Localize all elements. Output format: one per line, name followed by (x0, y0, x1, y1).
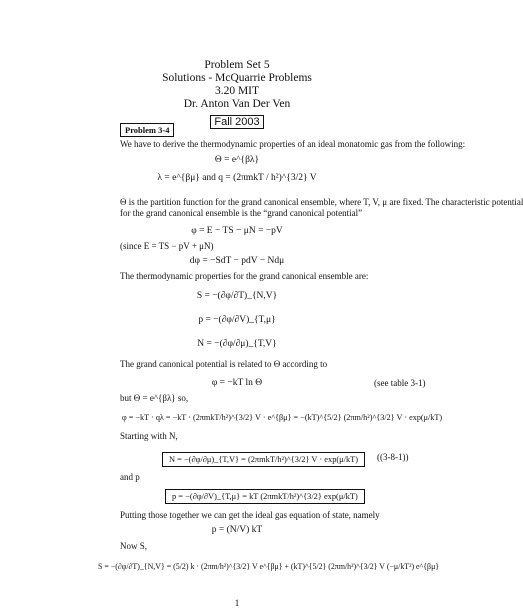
term-container (0, 112, 474, 130)
paragraph-grand-potential: The grand canonical potential is related to Θ according to (120, 359, 328, 369)
course-number: 3.20 MIT (214, 85, 260, 97)
now-s-note: Now S, (120, 541, 148, 551)
equation-p-box (165, 486, 365, 505)
equation-ideal-gas: p = (N/V) kT (211, 525, 263, 535)
equation-phi-expanded: φ = −kT · qλ = −kT · (2πmkT/h²)^{3/2} V · e^{βμ} = −(kT)^{5/2} (2πm/h²)^{3/2} V · exp(μ/kT) (122, 413, 443, 422)
problem-label: Problem 3-4 (120, 123, 174, 137)
equation-lambda-q: λ = e^{βμ} and q = (2πmkT / h²)^{3/2} V (157, 173, 317, 183)
paragraph-putting: Putting those together we can get the ideal gas equation of state, namely (120, 510, 380, 520)
problem-label-container (120, 120, 174, 138)
equation-phi-ln: φ = −kT ln Θ (211, 378, 263, 388)
equation-N-box (162, 449, 365, 468)
and-p-note: and p (120, 472, 140, 482)
paragraph-properties: The thermodynamic properties for the grand canonical ensemble are: (120, 271, 369, 281)
equation-p: p = −(∂φ/∂V)_{T,μ} (198, 315, 276, 325)
equation-S: S = −(∂φ/∂T)_{N,V} (196, 291, 278, 301)
equation-S-expanded: S = −(∂φ/∂T)_{N,V} = (5/2) k · (2πm/h²)^{3/2} V e^{βμ} + (kT)^{5/2} (2πm/h²)^{3/2} V (−μ/kT²) e^{βμ} (98, 562, 440, 571)
starting-note: Starting with N, (120, 431, 178, 441)
author: Dr. Anton Van Der Ven (183, 98, 291, 110)
paragraph-partition: Θ is the partition function for the grand canonical ensemble, where T, V, μ are fixed. The characteristic potential (120, 197, 523, 207)
equation-N-result: N = −(∂φ/∂μ)_{T,V} = (2πmkT/h²)^{3/2} V · exp(μ/kT) (162, 452, 365, 467)
doc-subtitle: Solutions - McQuarrie Problems (162, 72, 312, 84)
equation-phi: φ = E − TS − μN = −pV (191, 226, 283, 236)
term-badge: Fall 2003 (210, 115, 263, 129)
doc-title: Problem Set 5 (204, 59, 270, 71)
paragraph-partition-cont: for the grand canonical ensemble is the “grand canonical potential” (120, 208, 363, 218)
equation-N-ref: ((3-8-1)) (377, 452, 409, 462)
equation-theta: Θ = e^{βλ} (214, 155, 260, 165)
since-note: (since E = TS − pV + μN) (120, 241, 214, 251)
equation-dphi: dφ = −SdT − pdV − Ndμ (189, 256, 285, 266)
but-note: but Θ = e^{βλ} so, (120, 393, 189, 403)
intro-paragraph: We have to derive the thermodynamic properties of an ideal monatomic gas from the following: (120, 139, 466, 149)
equation-phi-ln-note: (see table 3-1) (374, 378, 426, 388)
equation-N: N = −(∂φ/∂μ)_{T,V} (197, 339, 277, 349)
equation-p-result: p = −(∂φ/∂V)_{T,μ} = kT (2πmkT/h²)^{3/2} exp(μ/kT) (165, 489, 365, 504)
page-number: 1 (234, 598, 240, 608)
